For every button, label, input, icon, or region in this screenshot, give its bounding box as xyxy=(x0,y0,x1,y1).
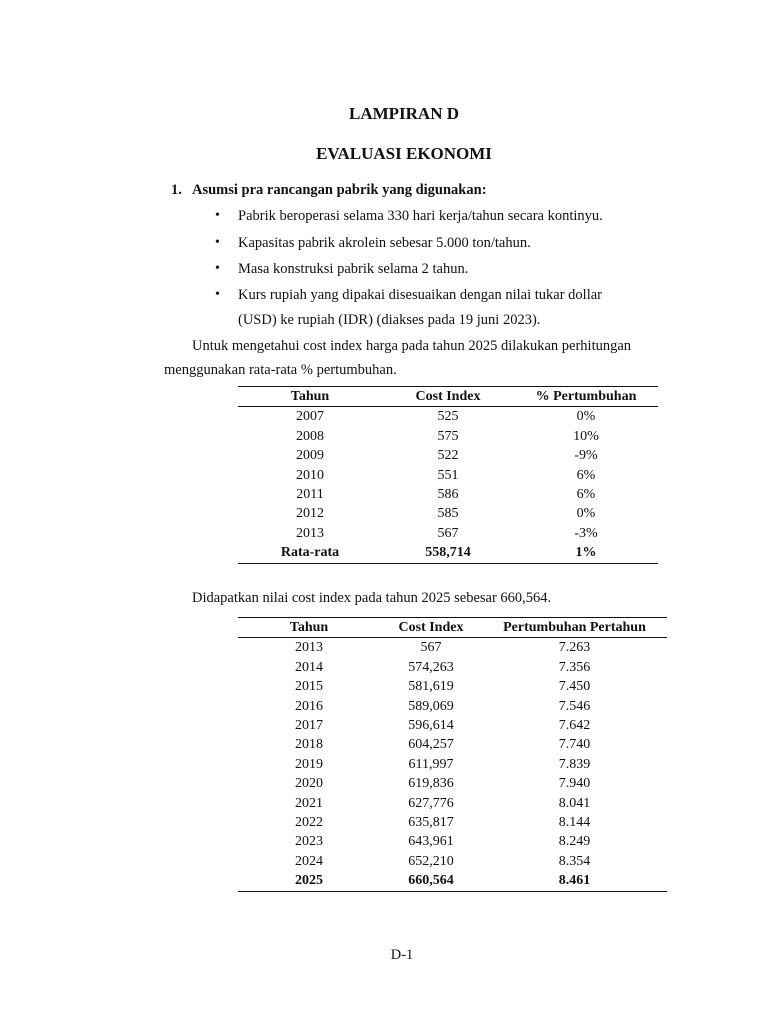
growth-cell: 0% xyxy=(576,506,596,522)
growth-cell: 8.041 xyxy=(558,795,591,811)
page-number: D-1 xyxy=(390,947,414,963)
growth-cell: 7.546 xyxy=(558,698,591,714)
year-cell: 2008 xyxy=(296,428,324,444)
cost-index-cell: 551 xyxy=(437,467,459,483)
cost-index-cell: 567 xyxy=(420,640,442,656)
growth-cell: 8.354 xyxy=(558,853,591,869)
total-cost-index-cell: 558,714 xyxy=(382,543,514,563)
growth-cell: -9% xyxy=(574,448,598,464)
bullet-icon: • xyxy=(215,208,220,223)
year-cell: 2018 xyxy=(295,737,323,753)
year-cell: 2010 xyxy=(296,467,324,483)
table-header-cell: Cost Index xyxy=(382,387,514,407)
table-total-row xyxy=(238,871,667,891)
growth-cell: -3% xyxy=(574,525,598,541)
table-row xyxy=(238,524,658,543)
bullet-item-3: Masa konstruksi pabrik selama 2 tahun. xyxy=(238,261,469,277)
cost-index-cell: 627,776 xyxy=(408,795,454,811)
cost-index-cell: 596,614 xyxy=(408,718,454,734)
table-row xyxy=(238,735,667,754)
cost-index-cell: 652,210 xyxy=(408,853,454,869)
growth-cell: 10% xyxy=(573,428,599,444)
growth-table xyxy=(238,386,658,564)
year-cell: 2011 xyxy=(296,487,324,503)
page-subtitle: EVALUASI EKONOMI xyxy=(316,144,492,163)
year-cell: 2023 xyxy=(295,834,323,850)
table-header-row xyxy=(238,387,658,407)
year-cell: 2016 xyxy=(295,698,323,714)
table-row xyxy=(238,504,658,523)
section-title: Asumsi pra rancangan pabrik yang digunakan: xyxy=(192,182,487,198)
bullet-icon: • xyxy=(215,261,220,276)
year-cell: 2017 xyxy=(295,718,323,734)
growth-cell: 7.356 xyxy=(558,659,591,675)
projection-table xyxy=(238,617,667,892)
bullet-item-4-continuation: (USD) ke rupiah (IDR) (diakses pada 19 juni 2023). xyxy=(238,312,541,328)
cost-index-cell: 643,961 xyxy=(408,834,454,850)
growth-cell: 7.642 xyxy=(558,718,591,734)
year-cell: 2022 xyxy=(295,815,323,831)
cost-index-cell: 522 xyxy=(437,448,459,464)
year-cell: 2007 xyxy=(296,409,324,425)
table-row xyxy=(238,407,658,427)
cost-index-cell: 574,263 xyxy=(408,659,454,675)
cost-index-cell: 611,997 xyxy=(408,756,454,772)
table-row xyxy=(238,832,667,851)
bullet-icon: • xyxy=(215,235,220,250)
growth-cell: 6% xyxy=(576,467,596,483)
cost-index-cell: 585 xyxy=(437,506,459,522)
year-cell: 2013 xyxy=(295,640,323,656)
table-header-cell: Tahun xyxy=(238,387,382,407)
growth-cell: 7.263 xyxy=(558,640,591,656)
result-text: Didapatkan nilai cost index pada tahun 2025 sebesar 660,564. xyxy=(192,590,552,606)
cost-index-cell: 589,069 xyxy=(408,698,454,714)
cost-index-cell: 525 xyxy=(437,409,459,425)
year-cell: 2013 xyxy=(296,525,324,541)
bullet-item-2: Kapasitas pabrik akrolein sebesar 5.000 ton/tahun. xyxy=(238,235,531,251)
cost-index-cell: 586 xyxy=(437,487,459,503)
table-row xyxy=(238,794,667,813)
cost-index-cell: 581,619 xyxy=(408,679,454,695)
year-cell: 2012 xyxy=(296,506,324,522)
table-row xyxy=(238,677,667,696)
table-row xyxy=(238,755,667,774)
year-cell: 2019 xyxy=(295,756,323,772)
table-row xyxy=(238,697,667,716)
bullet-item-4: Kurs rupiah yang dipakai disesuaikan dengan nilai tukar dollar xyxy=(238,287,603,303)
table-header-cell: Tahun xyxy=(238,618,380,638)
table-row xyxy=(238,852,667,871)
table-row xyxy=(238,446,658,465)
bullet-icon: • xyxy=(215,287,220,302)
total-growth-cell: 1% xyxy=(514,543,658,563)
table-header-row xyxy=(238,618,667,638)
year-cell: 2021 xyxy=(295,795,323,811)
growth-cell: 6% xyxy=(576,487,596,503)
table-header-cell: % Pertumbuhan xyxy=(514,387,658,407)
cost-index-cell: 635,817 xyxy=(408,815,454,831)
year-cell: 2015 xyxy=(295,679,323,695)
table-row xyxy=(238,813,667,832)
section-number: 1. xyxy=(171,182,182,198)
growth-cell: 7.940 xyxy=(558,776,591,792)
growth-cell: 8.249 xyxy=(558,834,591,850)
year-cell: 2009 xyxy=(296,448,324,464)
paragraph-line-1: Untuk mengetahui cost index harga pada tahun 2025 dilakukan perhitungan xyxy=(192,338,632,354)
bullet-item-1: Pabrik beroperasi selama 330 hari kerja/tahun secara kontinyu. xyxy=(238,208,603,224)
growth-cell: 7.740 xyxy=(558,737,591,753)
cost-index-cell: 619,836 xyxy=(408,776,454,792)
cost-index-cell: 604,257 xyxy=(408,737,454,753)
table-row xyxy=(238,638,667,658)
table-row xyxy=(238,427,658,446)
cost-index-cell: 575 xyxy=(437,428,459,444)
total-year-cell: 2025 xyxy=(238,871,380,891)
growth-cell: 7.450 xyxy=(558,679,591,695)
year-cell: 2024 xyxy=(295,853,323,869)
table-header-cell: Pertumbuhan Pertahun xyxy=(482,618,667,638)
table-row xyxy=(238,716,667,735)
year-cell: 2014 xyxy=(295,659,323,675)
growth-cell: 7.839 xyxy=(558,756,591,772)
table-row xyxy=(238,774,667,793)
growth-cell: 8.144 xyxy=(558,815,591,831)
page-title: LAMPIRAN D xyxy=(348,104,460,123)
total-label-cell: Rata-rata xyxy=(238,543,382,563)
year-cell: 2020 xyxy=(295,776,323,792)
total-growth-cell: 8.461 xyxy=(482,871,667,891)
growth-cell: 0% xyxy=(576,409,596,425)
table-header-cell: Cost Index xyxy=(380,618,482,638)
table-row xyxy=(238,466,658,485)
cost-index-cell: 567 xyxy=(437,525,459,541)
paragraph-line-2: menggunakan rata-rata % pertumbuhan. xyxy=(164,362,397,378)
table-row xyxy=(238,658,667,677)
table-total-row xyxy=(238,543,658,563)
table-row xyxy=(238,485,658,504)
total-cost-index-cell: 660,564 xyxy=(380,871,482,891)
